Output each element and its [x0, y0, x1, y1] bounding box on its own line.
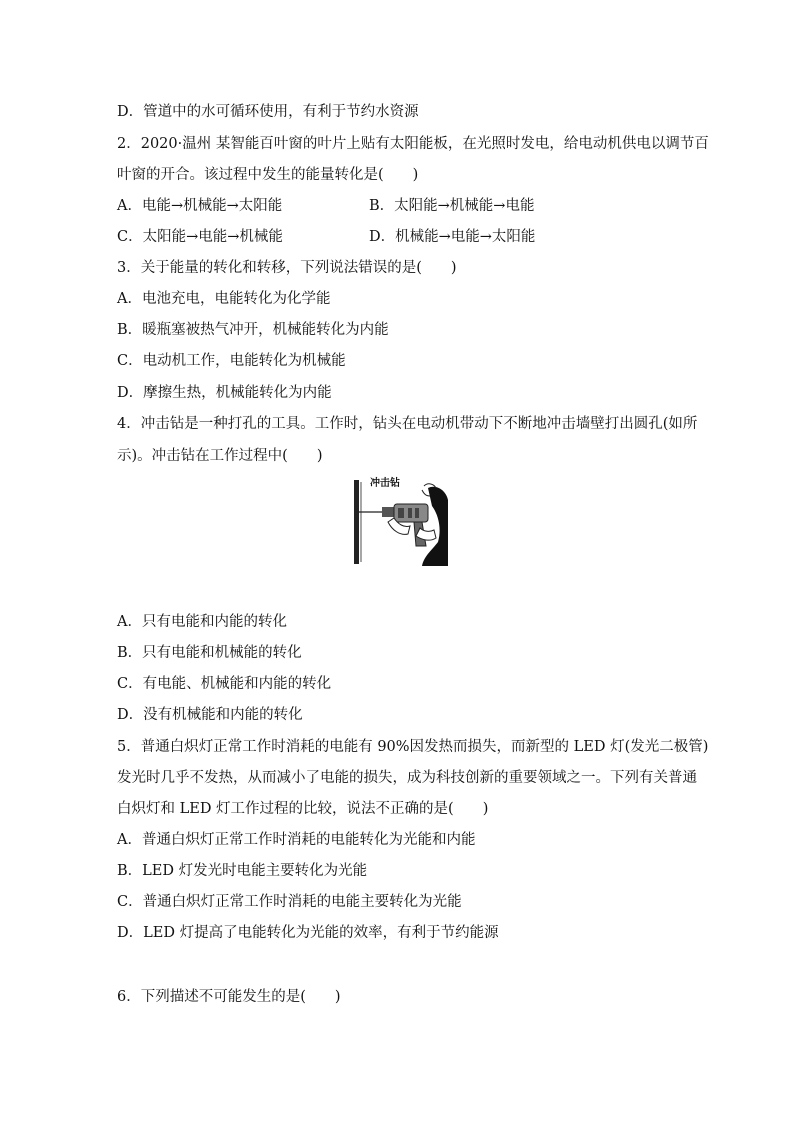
- impact-drill-illustration: [352, 478, 450, 568]
- q4-option-b: B．只有电能和机械能的转化: [117, 645, 302, 661]
- q6-stem: 6．下列描述不可能发生的是( ): [117, 989, 341, 1005]
- q5-stem-line3: 白炽灯和 LED 灯工作过程的比较，说法不正确的是( ): [117, 801, 489, 817]
- person-body: [422, 487, 448, 566]
- q3-option-c: C．电动机工作，电能转化为机械能: [117, 353, 346, 369]
- figure-label: 冲击钻: [370, 478, 400, 489]
- wall: [354, 480, 359, 564]
- q3-option-a: A．电池充电，电能转化为化学能: [117, 291, 331, 307]
- q5-option-c: C．普通白炽灯正常工作时消耗的电能主要转化为光能: [117, 894, 462, 910]
- q3-option-d: D．摩擦生热，机械能转化为内能: [117, 385, 332, 401]
- q2-stem-line1: 2．2020·温州 某智能百叶窗的叶片上贴有太阳能板，在光照时发电，给电动机供电以调节百: [117, 136, 709, 152]
- q4-stem-line2: 示)。冲击钻在工作过程中( ): [117, 448, 323, 464]
- q1-option-d: D．管道中的水可循环使用，有利于节约水资源: [117, 104, 419, 120]
- impact-drill-figure: [352, 478, 450, 568]
- q2-option-a: A．电能→机械能→太阳能: [117, 198, 283, 214]
- q4-option-d: D．没有机械能和内能的转化: [117, 707, 303, 723]
- q5-stem-line1: 5．普通白炽灯正常工作时消耗的电能有 90%因发热而损失，而新型的 LED 灯(发光二极管): [117, 739, 709, 755]
- q4-stem-line1: 4．冲击钻是一种打孔的工具。工作时，钻头在电动机带动下不断地冲击墙壁打出圆孔(如所: [117, 416, 698, 432]
- q5-option-a: A．普通白炽灯正常工作时消耗的电能转化为光能和内能: [117, 832, 476, 848]
- q5-option-b: B．LED 灯发光时电能主要转化为光能: [117, 863, 368, 879]
- q2-option-c: C．太阳能→电能→机械能: [117, 229, 283, 245]
- q5-stem-line2: 发光时几乎不发热，从而减小了电能的损失，成为科技创新的重要领域之一。下列有关普通: [117, 770, 697, 786]
- drill-chuck: [382, 507, 394, 517]
- q3-stem: 3．关于能量的转化和转移，下列说法错误的是( ): [117, 260, 457, 276]
- q4-option-a: A．只有电能和内能的转化: [117, 614, 287, 630]
- q4-option-c: C．有电能、机械能和内能的转化: [117, 676, 332, 692]
- q2-option-b: B．太阳能→机械能→电能: [369, 198, 535, 214]
- q3-option-b: B．暖瓶塞被热气冲开，机械能转化为内能: [117, 322, 389, 338]
- q2-option-d: D．机械能→电能→太阳能: [369, 229, 536, 245]
- q5-option-d: D．LED 灯提高了电能转化为光能的效率，有利于节约能源: [117, 925, 499, 941]
- q2-stem-line2: 叶窗的开合。该过程中发生的能量转化是( ): [117, 167, 419, 183]
